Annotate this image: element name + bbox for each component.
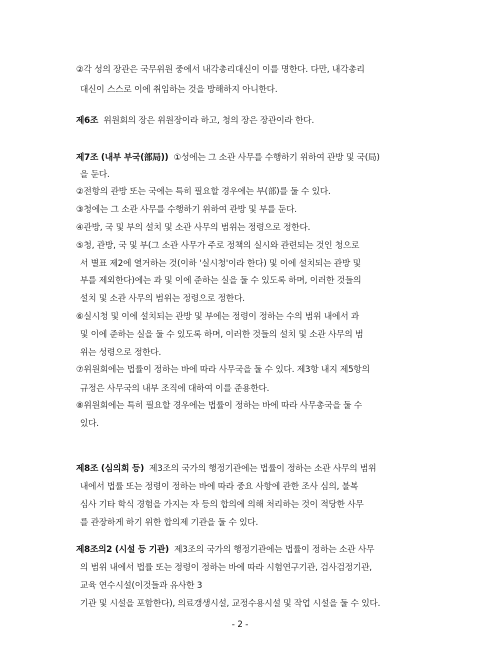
article-heading: 제8조 (심의회 등) xyxy=(76,464,144,474)
text-line: 내에서 법률 또는 정령이 정하는 바에 따라 중요 사항에 관한 조사 심의, 불복 xyxy=(80,482,359,492)
text-line: 설치 및 소관 사무의 범위는 정령으로 정한다. xyxy=(80,294,245,304)
article-heading: 제6조 xyxy=(76,116,99,126)
text-line: 기관 및 시설을 포함한다), 의료갱생시설, 교정수용시설 및 작업 시설을 둘 수 있다. xyxy=(80,599,381,609)
text-line: 의 범위 내에서 법률 또는 정령이 정하는 바에 따라 시험연구기관, 검사검정기관, xyxy=(80,563,372,573)
text-line: 심사 기타 학식 경험을 가지는 자 등의 합의에 의해 처리하는 것이 적당한 사무 xyxy=(80,500,364,510)
text-line: 을 둔다. xyxy=(80,170,110,180)
text-line: 위는 성령으로 정한다. xyxy=(80,348,162,358)
text-line: 대신이 스스로 이에 취임하는 것을 방해하지 아니한다. xyxy=(80,85,278,95)
text-line: 제3조의 국가의 행정기관에는 법률이 정하는 소관 사무의 범위 xyxy=(149,464,377,474)
text-line: 있다. xyxy=(80,419,99,429)
text-line: ⑦위원회에는 법률이 정하는 바에 따라 사무국을 둘 수 있다. 제3항 내지 제5항의 xyxy=(76,365,370,375)
article-7 xyxy=(76,152,380,164)
article-8-2 xyxy=(76,544,374,556)
text-line: 제3조의 국가의 행정기관에는 법률이 정하는 소관 사무 xyxy=(174,545,375,555)
text-line: ⑥실시청 및 이에 설치되는 관방 및 부에는 정령이 정하는 수의 범위 내에서 과 xyxy=(76,312,360,322)
article-6 xyxy=(76,115,314,127)
text-line: 위원회의 장은 위원장이라 하고, 청의 장은 장관이라 한다. xyxy=(103,116,315,126)
text-line: ⑤청, 관방, 국 및 부(그 소관 사무가 주로 정책의 실시와 관련되는 것인 청으로 xyxy=(76,241,360,251)
text-line: ②전항의 관방 또는 국에는 특히 필요할 경우에는 부(部)를 둘 수 있다. xyxy=(76,187,331,197)
text-line: 부를 제외한다)에는 과 및 이에 준하는 실을 둘 수 있도록 하며, 이러한 것들의 xyxy=(80,276,362,286)
text-line: 서 별표 제2에 열거하는 것(이하 '실시청'이라 한다) 및 이에 설치되는 관방 및 xyxy=(80,259,361,269)
text-line: ③청에는 그 소관 사무를 수행하기 위하여 관방 및 부를 둔다. xyxy=(76,205,297,215)
text-line: ④관방, 국 및 부의 설치 및 소관 사무의 범위는 정령으로 정한다. xyxy=(76,223,311,233)
text-line: 규정은 사무국의 내부 조직에 대하여 이를 준용한다. xyxy=(80,384,270,394)
text-line: ②각 성의 장관은 국무위원 중에서 내각총리대신이 이를 명한다. 다만, 내각총리 xyxy=(76,65,365,75)
text-line: ①성에는 그 소관 사무를 수행하기 위하여 관방 및 국(局) xyxy=(173,153,380,163)
text-line: 를 관장하게 하기 위한 합의제 기관을 둘 수 있다. xyxy=(80,518,259,528)
text-line: 및 이에 준하는 실을 둘 수 있도록 하며, 이러한 것들의 설치 및 소관 사무의 범 xyxy=(80,330,364,340)
article-heading: 제7조 (내부 부국(部局)) xyxy=(76,153,169,163)
text-line: ⑧위원회에는 특히 필요할 경우에는 법률이 정하는 바에 따라 사무총국을 둘 수 xyxy=(76,401,363,411)
text-line: 교육 연수시설(이것들과 유사한 3 xyxy=(80,581,203,591)
article-8 xyxy=(76,463,376,475)
article-heading: 제8조의2 (시설 등 기관) xyxy=(76,545,169,555)
page-number: - 2 - xyxy=(231,620,249,630)
